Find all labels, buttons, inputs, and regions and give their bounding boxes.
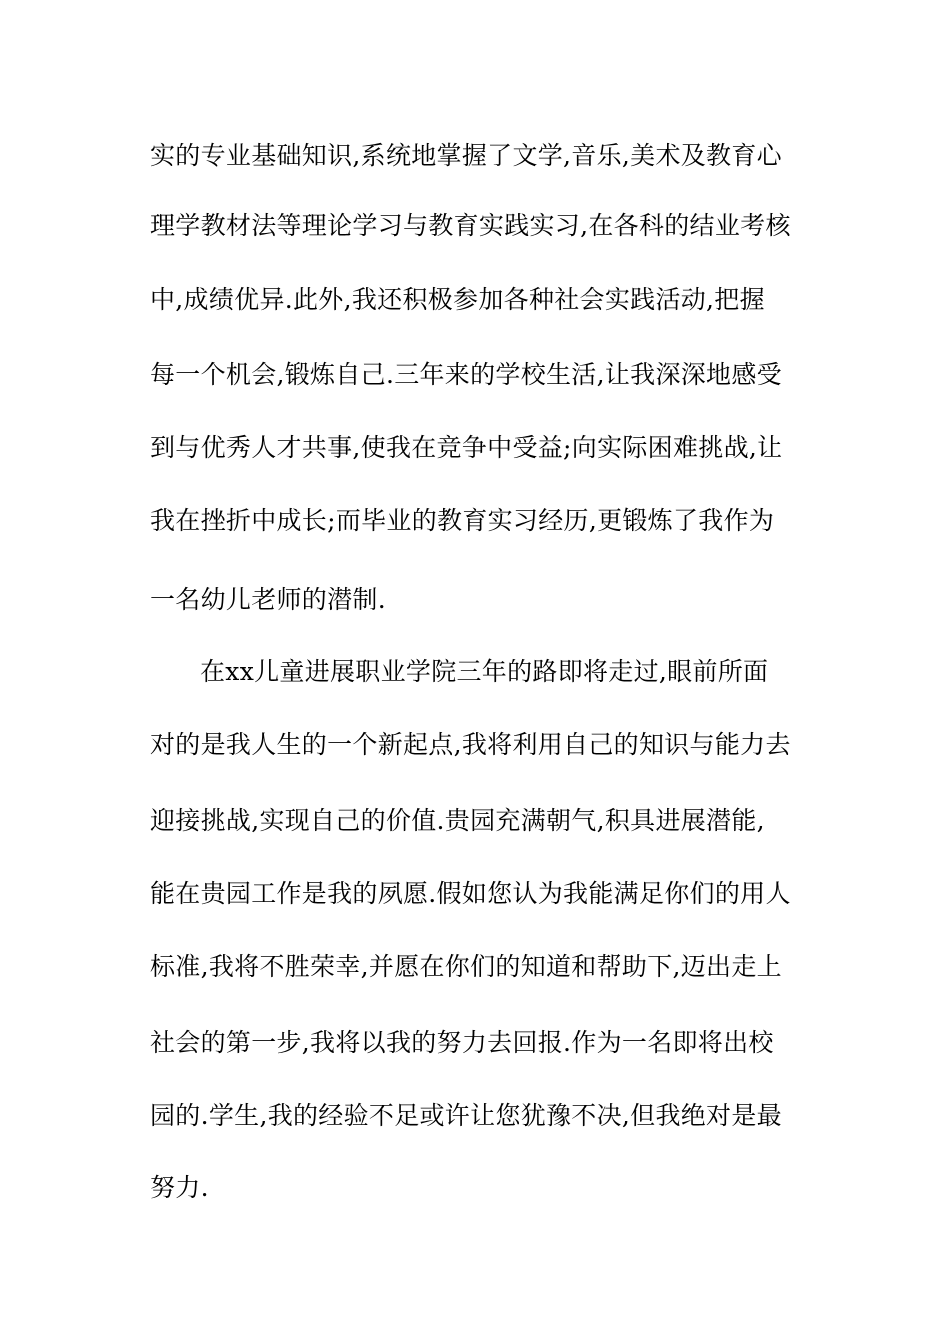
paragraph-line: 每一个机会,锻炼自己.三年来的学校生活,让我深深地感受	[150, 360, 782, 389]
paragraph-line: 在xx儿童进展职业学院三年的路即将走过,眼前所面	[200, 657, 769, 686]
paragraph-line: 园的.学生,我的经验不足或许让您犹豫不决,但我绝对是最	[150, 1101, 782, 1130]
paragraph-line: 我在挫折中成长;而毕业的教育实习经历,更锻炼了我作为	[150, 506, 775, 535]
paragraph-line: 社会的第一步,我将以我的努力去回报.作为一名即将出校	[150, 1028, 774, 1057]
paragraph-line: 实的专业基础知识,系统地掌握了文学,音乐,美术及教育心	[150, 141, 782, 170]
paragraph-line: 标准,我将不胜荣幸,并愿在你们的知道和帮助下,迈出走上	[150, 952, 782, 981]
paragraph-line: 一名幼儿老师的潜制.	[150, 585, 386, 614]
paragraph-line: 到与优秀人才共事,使我在竞争中受益;向实际困难挑战,让	[150, 433, 783, 462]
paragraph-line: 中,成绩优异.此外,我还积极参加各种社会实践活动,把握	[150, 285, 765, 314]
paragraph-line: 对的是我人生的一个新起点,我将利用自己的知识与能力去	[150, 730, 791, 759]
paragraph-line: 理学教材法等理论学习与教育实践实习,在各科的结业考核	[150, 211, 791, 240]
paragraph-line: 迎接挑战,实现自己的价值.贵园充满朝气,积具进展潜能,	[150, 806, 765, 835]
paragraph-line: 能在贵园工作是我的夙愿.假如您认为我能满足你们的用人	[150, 879, 791, 908]
paragraph-line: 努力.	[150, 1173, 209, 1202]
